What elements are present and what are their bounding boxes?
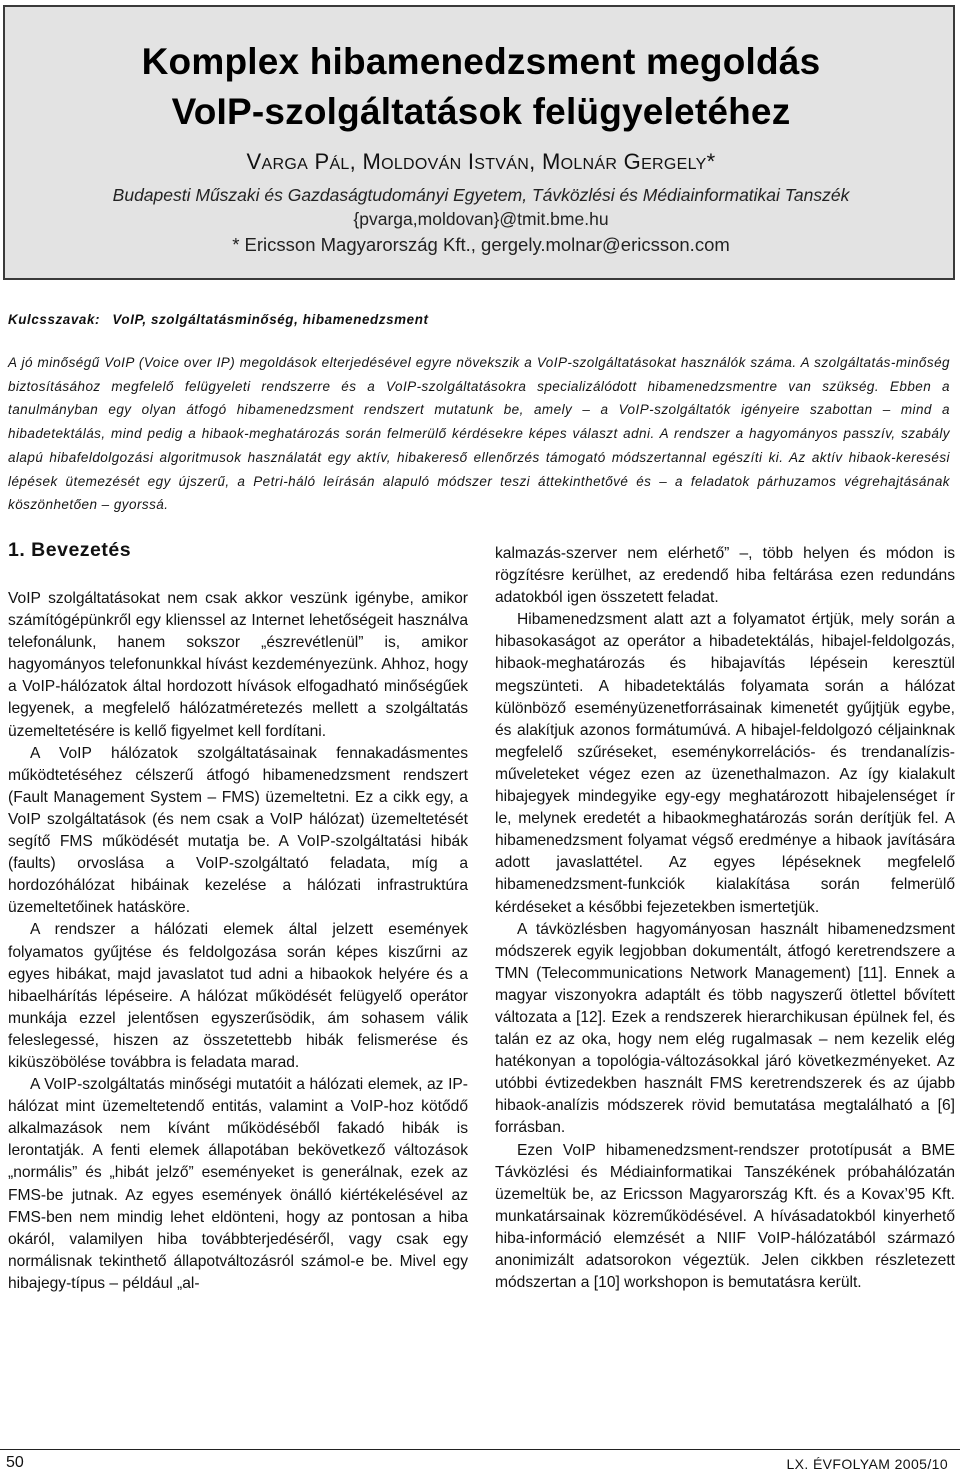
author-1: VARGA PÁL [246,149,350,174]
affiliation-emails: {pvarga,moldovan}@tmit.bme.hu [353,209,609,229]
journal-issue: LX. ÉVFOLYAM 2005/10 [786,1456,948,1472]
paragraph: VoIP szolgáltatásokat nem csak akkor veszünk igénybe, amikor számítógépünkről egy klienssel az Internet lehetőségeit használva telefonálunk, hanem sokszor „észrevétlenül” is, amikor hagyományos telefonunkkal hívást kezdeményezünk. Ahhoz, hogy a VoIP-hálózatok által hordozott hívások elfogadható minőségűek legyenek, a megfelelő hálózatméretezés mellett a szolgáltatás üzemeltetésére is kellő figyelmet kell fordítani. [8,590,468,740]
paragraph: A távközlésben hagyományosan használt hibamenedzsment módszerek egyik legjobban dokumentált, átfogó keretrendszere a TMN (Telecommunications Network Management) [11]. Ennek a magyar viszonyokra adaptált és több nagyszerű ötlettel bővített változata a [12]. Ezek a rendszerek hierarchikusan épülnek fel, és talán ez az oka, hogy nem elég rugalmasak – nem kezelik elég hatékonyan a topológia-változásokkal járó következményeket. Az utóbbi évtizedekben használt FMS keretrendszerek és az újabb hibaok-analízis módszerek rövid bemutatása megtalálható a [6] forrásban. [495,920,955,1137]
affiliation-university: Budapesti Műszaki és Gazdaságtudományi Egyetem, Távközlési és Médiainformatikai Tanszék [112,185,850,205]
paragraph: kalmazás-szerver nem elérhető” –, több helyen és módon is rögzítésre kerülhet, az eredendő hiba feltárása ezen redundáns adatokból igen összetett feladat. [495,545,955,607]
paper-title-line-1: Komplex hibamenedzsment megoldás [141,41,821,82]
paragraph: A rendszer a hálózati elemek által jelzett események folyamatos gyűjtése és feldolgozása során képes kiszűrni az egyes hibákat, majd javaslatot tud adni a hibaokok helyére és a hibaelhárítás lépéseire. A hálózat működését felügyelő operátor munkája ezzel jelentősen egyszerűsödik, ám sohasem válik feleslegessé, hiszen az összetettebb hibák felismerése és kiküszöbölése továbbra is feladata marad. [8,921,468,1071]
paragraph: Hibamenedzsment alatt azt a folyamatot értjük, mely során a hibasokaságot az operátor a hibadetektálás, hibajel-feldolgozás, hibaok-meghatározás és hibajavítás lépésein keresztül megszünteti. A hibadetektálás folyamata során a hálózat különböző eseményüzenetforrásainak kimenetét gyűjtjük egybe, és alakítjuk azonos formátumúvá. A hibajel-feldolgozó céljainknak megfelelő szűréseket, eseménykorrelációs- és trendanalízis-műveleteket végez ezen az üzenethalmazon. Az így kialakult hibajegyek mindegyike egy-egy meghatározott hibajelenséget ír le, melynek eredetét a hibaokmeghatározás során derítjük fel. A hibamenedzsment folyamat végső eredménye a hibaok javítására adott javaslattétel. Az egyes lépéseknek megfelelő hibamenedzsment-funkciók kialakítása során felmerülő kérdéseket a későbbi fejezetekben ismertetjük. [495,611,955,916]
abstract: A jó minőségű VoIP (Voice over IP) megoldások elterjedésével egyre növekszik a VoIP-szolgáltatásokat használók száma. A szolgáltatás-minőség biztosításához megfelelő felügyeleti rendszerre és a VoIP-szolgáltatásokra specializálódott hibamenedzsmentre van szükség. Ebben a tanulmányban egy olyan átfogó hibamenedzsment rendszert mutatunk be, amely – a VoIP-szolgáltatók igényeire szabottan – mind a hibadetektálás, mind pedig a hibaok-meghatározás során felmerülő kérdésekre képes választ adni. A rendszer a hagyományos passzív, szabály alapú hibafeldolgozási algoritmusok használatát egy aktív, hibakereső ellenőrzés támogató módszertannal egészíti ki. Az aktív hibaok-keresési lépések ütemezését egy újszerű, a Petri-háló leírásán alapuló módszer teszi áttekinthetővé és – a feladatok párhuzamos végrehajtásának köszönhetően – gyorssá. [8,355,950,513]
body-column-left [8,588,468,1295]
paper-title-line-2: VoIP-szolgáltatások felügyeletéhez [171,91,791,132]
authors-line: VARGA PÁL, MOLDOVÁN ISTVÁN, MOLNÁR GERGELY* [246,149,716,174]
section-heading: 1. Bevezetés [8,539,132,561]
author-2: MOLDOVÁN ISTVÁN [362,149,530,174]
keywords-label: Kulcsszavak: [8,312,101,327]
paragraph: A VoIP-szolgáltatás minőségi mutatóit a hálózati elemek, az IP-hálózat mint üzemeltetendő entitás, valamint a VoIP-hoz kötődő alkalmazások nem kívánt működéséből fakadó hibák is lerontatják. A fenti elemek állapotában bekövetkező változások „normális” és „hibát jelző” eseményeket is generálnak, ezek az FMS-be jutnak. Az egyes események önálló kiértékelésével az FMS-ben nem mindig lehet eldönteni, hogy az pontosan a hiba okáról, valamilyen hiba továbbterjedéséről, vagy csak egy normálisnak tekinthető állapotváltozásról számol-e be. Mivel egy hibajegy-típus – például „al- [8,1076,468,1292]
paragraph: Ezen VoIP hibamenedzsment-rendszer prototípusát a BME Távközlési és Médiainformatikai Tanszékének próbahálózatán üzemeltük be, az Ericsson Magyarország Kft. és a Kovax’95 Kft. munkatársainak közreműködésével. A hívásadatokból kinyerhető hiba-információ elemzését a NIIF VoIP-hálózatából származó anonimizált adatsorokon végeztük. Jelen cikkben részletezett módszertan a [10] workshopon is bemutatásra került. [495,1141,955,1292]
keywords [8,313,952,326]
affiliation-ericsson: * Ericsson Magyarország Kft., gergely.molnar@ericsson.com [232,234,730,255]
title-box [3,5,955,280]
author-3: MOLNÁR GERGELY [541,149,707,174]
body-column-right [495,543,955,1294]
footer-rule [0,1449,960,1450]
page-number: 50 [6,1454,24,1471]
paragraph: A VoIP hálózatok szolgáltatásainak fennakadásmentes működtetéséhez célszerű átfogó hibamenedzsment rendszert (Fault Management System – FMS) üzemeltetni. Ez a cikk egy, a VoIP szolgáltatások (és nem csak a VoIP hálózat) üzemeltetését segítő FMS működését mutatja be. A VoIP-szolgáltatási hibák (faults) orvoslása a VoIP-szolgáltató feladata, míg a hordozóhálózat hibáinak kezelése a hálózati infrastruktúra üzemeltetőinek hatásköre. [8,744,468,917]
keywords-value: VoIP, szolgáltatásminőség, hibamenedzsment [112,312,429,327]
